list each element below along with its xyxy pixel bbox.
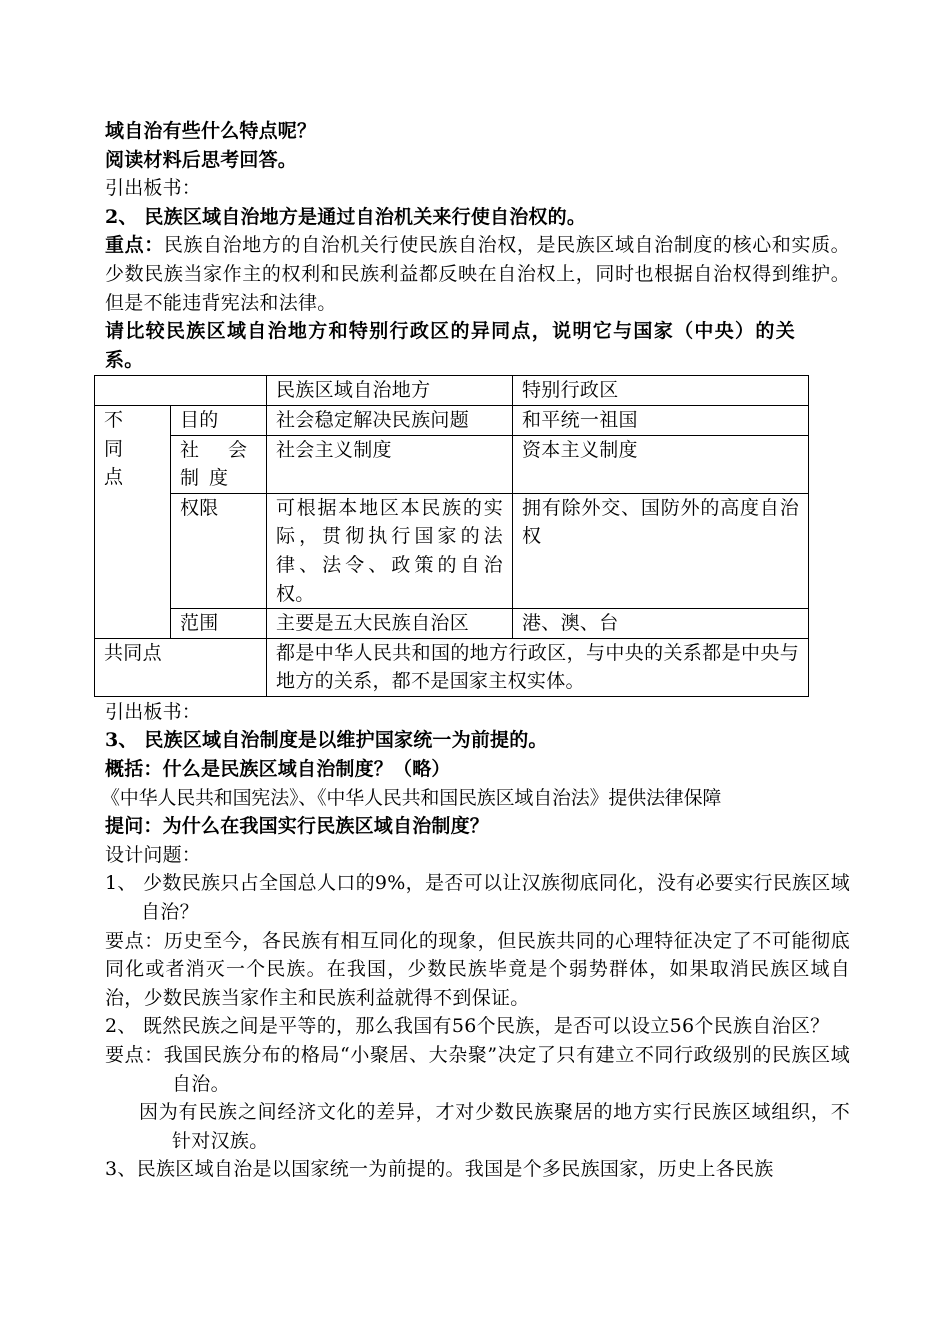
compare-question: 请比较民族区域自治地方和特别行政区的异同点，说明它与国家（中央）的关系。 <box>105 320 795 371</box>
diff-label-cell: 不同点 <box>95 405 171 638</box>
table-row <box>95 435 809 493</box>
key-text: 民族自治地方的自治机关行使民族自治权，是民族区域自治制度的核心和实质。少数民族当家作主的权利和民族利益都反映在自治权上，同时也根据自治权得到维护。但是不能违背宪法和法律。 <box>105 234 850 314</box>
answer-2: 要点：我国民族分布的格局“小聚居、大杂聚”决定了只有建立不同行政级别的民族区域自治。 <box>105 1044 850 1095</box>
answer-1: 要点：历史至今，各民族有相互同化的现象，但民族共同的心理特征决定了不可能彻底同化或者消灭一个民族。在我国，少数民族毕竟是个弱势群体，如果取消民族区域自治，少数民族当家作主和民族利益就得不到保证。 <box>105 929 850 1009</box>
question-2: 2、 既然民族之间是平等的，那么我国有56个民族，是否可以设立56个民族自治区？ <box>105 1015 830 1038</box>
table-header-cell: 民族区域自治地方 <box>267 376 513 406</box>
answer-2-continued: 因为有民族之间经济文化的差异，才对少数民族聚居的地方实行民族区域组织，不针对汉族。 <box>139 1101 850 1152</box>
text-line: 提问：为什么在我国实行民族区域自治制度？ <box>105 815 490 838</box>
text-line: 域自治有些什么特点呢？ <box>105 120 317 142</box>
table-row <box>95 638 809 696</box>
comparison-table <box>94 375 809 697</box>
key-label: 重点： <box>105 234 164 257</box>
common-text-cell: 都是中华人民共和国的地方行政区，与中央的关系都是中央与地方的关系，都不是国家主权实体。 <box>267 638 809 696</box>
row-label: 范围 <box>171 609 267 639</box>
table-corner-cell <box>95 376 267 406</box>
text-line: 引出板书： <box>105 700 202 723</box>
text-line: 概括：什么是民族区域自治制度？（略） <box>105 758 451 781</box>
key-point-paragraph <box>105 231 850 317</box>
text-line: 阅读材料后思考回答。 <box>105 148 298 171</box>
table-cell: 社会主义制度 <box>267 435 513 493</box>
table-cell: 社会稳定解决民族问题 <box>267 405 513 435</box>
row-label: 社会制度 <box>171 435 267 493</box>
table-cell: 拥有除外交、国防外的高度自治权 <box>513 493 809 608</box>
common-label-cell: 共同点 <box>95 638 267 696</box>
table-cell: 主要是五大民族自治区 <box>267 609 513 639</box>
table-cell: 可根据本地区本民族的实际，贯彻执行国家的法律、法令、政策的自治权。 <box>267 493 513 608</box>
table-row <box>95 609 809 639</box>
document-page <box>101 117 850 1184</box>
text-line: 设计问题： <box>105 843 202 866</box>
table-row <box>95 405 809 435</box>
row-label: 目的 <box>171 405 267 435</box>
table-header-cell: 特别行政区 <box>513 376 809 406</box>
table-cell: 港、澳、台 <box>513 609 809 639</box>
text-line: 《中华人民共和国宪法》、《中华人民共和国民族区域自治法》提供法律保障 <box>101 786 722 809</box>
row-label: 权限 <box>171 493 267 608</box>
table-cell: 和平统一祖国 <box>513 405 809 435</box>
section-heading: 3、 民族区域自治制度是以维护国家统一为前提的。 <box>105 729 548 752</box>
section-heading: 2、 民族区域自治地方是通过自治机关来行使自治权的。 <box>105 205 587 228</box>
question-1: 1、 少数民族只占全国总人口的9%，是否可以让汉族彻底同化，没有必要实行民族区域自治？ <box>105 872 850 924</box>
question-3: 3、民族区域自治是以国家统一为前提的。我国是个多民族国家，历史上各民族 <box>105 1158 774 1181</box>
table-cell: 资本主义制度 <box>513 435 809 493</box>
text-line: 引出板书： <box>105 177 202 200</box>
table-row <box>95 493 809 608</box>
table-header-row <box>95 376 809 406</box>
